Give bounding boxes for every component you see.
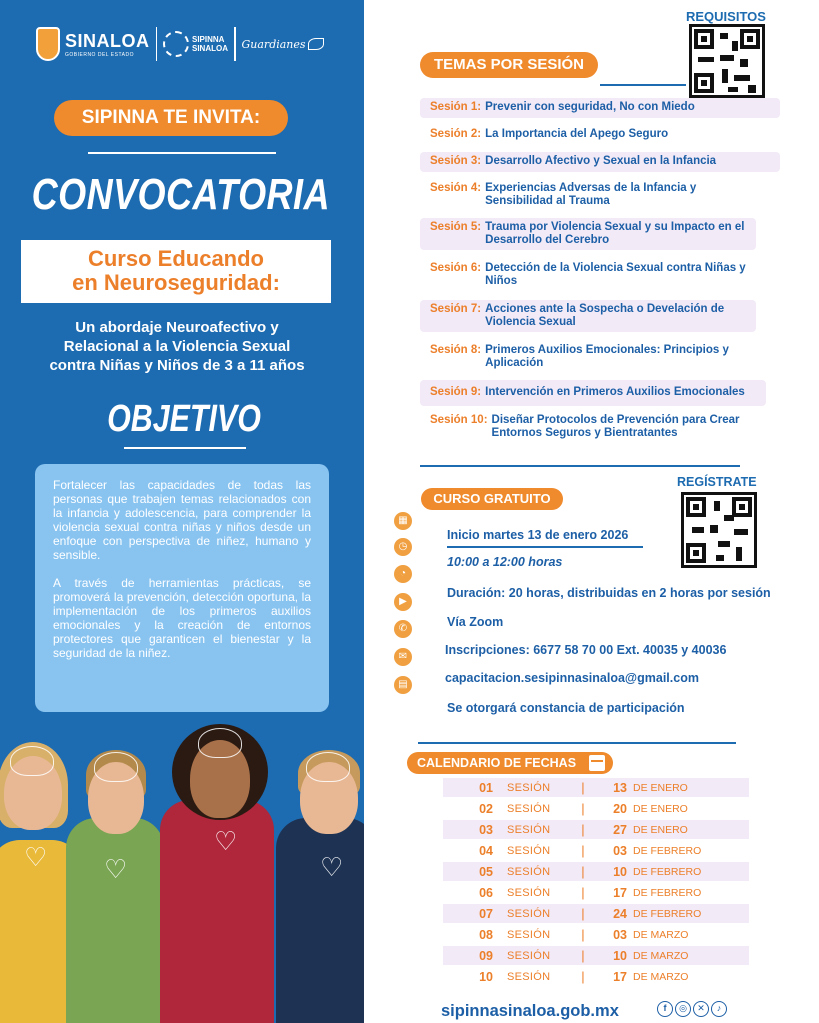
requisitos-qr-code[interactable] bbox=[689, 24, 765, 98]
session-item bbox=[420, 300, 756, 332]
qr-module bbox=[722, 69, 728, 83]
qr-module bbox=[734, 75, 750, 81]
course-subtitle-line: Relacional a la Violencia Sexual bbox=[63, 338, 291, 355]
session-title: Intervención en Primeros Auxilios Emocionales bbox=[485, 386, 745, 398]
session-month: DE MARZO bbox=[633, 970, 689, 983]
phone-icon: ✆ bbox=[394, 620, 412, 638]
child-figure bbox=[276, 818, 364, 1023]
x-icon[interactable]: ✕ bbox=[693, 1001, 709, 1017]
guardianes-logo-text: Guardianes bbox=[241, 37, 306, 51]
session-label: Sesión 6: bbox=[430, 262, 482, 274]
session-day: 03 bbox=[613, 927, 627, 942]
session-number: 03 bbox=[479, 822, 493, 837]
session-month: DE FEBRERO bbox=[633, 907, 702, 920]
qr-module bbox=[698, 57, 714, 62]
calendar-row bbox=[443, 946, 749, 965]
invite-badge: SIPINNA TE INVITA: bbox=[54, 100, 288, 136]
objective-paragraph: A través de herramientas prácticas, se promoverá la prevención, detección oportuna, la implementación de los primeros auxilios emocionales y la creación de entornos protectores que garanticen el bienestar y la seguridad de la niñez. bbox=[53, 576, 311, 660]
session-label: Sesión 1: bbox=[430, 101, 482, 113]
session-month: DE FEBRERO bbox=[633, 886, 702, 899]
qr-module bbox=[724, 515, 734, 521]
sun-icon bbox=[163, 31, 189, 57]
divider bbox=[420, 465, 740, 467]
brain-icon bbox=[10, 746, 54, 776]
session-day: 24 bbox=[613, 906, 627, 921]
session-number: 01 bbox=[479, 780, 493, 795]
course-title-box bbox=[21, 240, 331, 303]
calendar-row bbox=[443, 925, 749, 944]
child-figure bbox=[66, 818, 164, 1023]
facebook-icon[interactable]: f bbox=[657, 1001, 673, 1017]
qr-module bbox=[736, 547, 742, 561]
session-month: DE ENERO bbox=[633, 802, 688, 815]
registrate-label: REGÍSTRATE bbox=[677, 475, 757, 489]
session-word: SESIÓN bbox=[507, 802, 551, 815]
qr-module bbox=[740, 59, 748, 67]
session-month: DE FEBRERO bbox=[633, 865, 702, 878]
sipinna-logo bbox=[163, 31, 228, 57]
start-date-underline bbox=[447, 546, 643, 548]
separator: | bbox=[581, 906, 585, 921]
session-word: SESIÓN bbox=[507, 844, 551, 857]
clock-icon: ◷ bbox=[394, 538, 412, 556]
session-word: SESIÓN bbox=[507, 823, 551, 836]
session-title: Primeros Auxilios Emocionales: Principios y Aplicación bbox=[485, 344, 729, 369]
convocatoria-title: CONVOCATORIA bbox=[31, 170, 330, 219]
session-title: Experiencias Adversas de la Infancia y Sensibilidad al Trauma bbox=[485, 182, 697, 207]
session-title: Detección de la Violencia Sexual contra Niñas y Niños bbox=[485, 262, 746, 287]
registration-phone: Inscripciones: 6677 58 70 00 Ext. 40035 y 40036 bbox=[445, 643, 727, 657]
session-title: Acciones ante la Sospecha o Develación de Violencia Sexual bbox=[485, 303, 725, 328]
divider bbox=[88, 152, 276, 154]
session-day: 13 bbox=[613, 780, 627, 795]
course-subtitle-line: Un abordaje Neuroafectivo y bbox=[75, 319, 279, 336]
session-label: Sesión 5: bbox=[430, 221, 482, 233]
tiktok-icon[interactable]: ♪ bbox=[711, 1001, 727, 1017]
session-word: SESIÓN bbox=[507, 949, 551, 962]
sinaloa-logo-subtext: GOBIERNO DEL ESTADO bbox=[65, 51, 134, 58]
session-label: Sesión 7: bbox=[430, 303, 482, 315]
website-link[interactable]: sipinnasinaloa.gob.mx bbox=[441, 1002, 619, 1020]
session-title: La Importancia del Apego Seguro bbox=[485, 128, 669, 140]
session-month: DE ENERO bbox=[633, 781, 688, 794]
sinaloa-logo bbox=[36, 27, 150, 61]
session-number: 09 bbox=[479, 948, 493, 963]
logo-bar bbox=[36, 22, 336, 66]
session-item bbox=[420, 179, 720, 211]
objective-box bbox=[35, 464, 329, 712]
course-title-line-1: Curso Educando bbox=[87, 246, 264, 271]
session-label: Sesión 9: bbox=[430, 386, 482, 398]
session-day: 10 bbox=[613, 864, 627, 879]
left-panel bbox=[0, 0, 364, 1023]
session-word: SESIÓN bbox=[507, 928, 551, 941]
qr-finder bbox=[740, 29, 760, 49]
session-label: Sesión 8: bbox=[430, 344, 482, 356]
divider bbox=[600, 84, 686, 86]
qr-module bbox=[714, 501, 720, 511]
session-month: DE MARZO bbox=[633, 928, 689, 941]
divider bbox=[418, 742, 736, 744]
session-item bbox=[420, 98, 780, 118]
session-title: Prevenir con seguridad, No con Miedo bbox=[485, 101, 695, 113]
timer-icon: ◔ bbox=[394, 565, 412, 583]
calendar-row bbox=[443, 778, 749, 797]
calendar-heading bbox=[407, 752, 613, 774]
calendar-row bbox=[443, 841, 749, 860]
calendar-row bbox=[443, 862, 749, 881]
session-number: 08 bbox=[479, 927, 493, 942]
heart-icon: ♡ bbox=[320, 852, 344, 882]
sinaloa-logo-text: SINALOA bbox=[65, 30, 150, 51]
heart-icon: ♡ bbox=[24, 842, 48, 872]
guardianes-logo bbox=[242, 38, 324, 51]
course-subtitle bbox=[18, 318, 336, 375]
qr-finder bbox=[694, 73, 714, 93]
qr-module bbox=[718, 541, 730, 547]
course-duration: Duración: 20 horas, distribuidas en 2 horas por sesión bbox=[447, 586, 771, 600]
heart-icon: ♡ bbox=[104, 854, 128, 884]
brain-icon bbox=[198, 728, 242, 758]
course-subtitle-line: contra Niñas y Niños de 3 a 11 años bbox=[49, 357, 305, 374]
separator: | bbox=[581, 843, 585, 858]
session-number: 07 bbox=[479, 906, 493, 921]
session-label: Sesión 10: bbox=[430, 414, 488, 426]
session-day: 27 bbox=[613, 822, 627, 837]
calendar-row bbox=[443, 820, 749, 839]
session-word: SESIÓN bbox=[507, 781, 551, 794]
sipinna-logo-subtext: SINALOA bbox=[192, 44, 228, 53]
qr-module bbox=[692, 527, 704, 533]
contact-email[interactable]: capacitacion.sesipinnasinaloa@gmail.com bbox=[445, 671, 699, 685]
qr-module bbox=[732, 41, 738, 51]
session-label: Sesión 2: bbox=[430, 128, 482, 140]
separator: | bbox=[581, 822, 585, 837]
session-item bbox=[420, 125, 780, 145]
qr-module bbox=[716, 555, 724, 561]
session-item bbox=[420, 411, 750, 443]
calendar-icon: ▦ bbox=[394, 512, 412, 530]
free-course-badge: CURSO GRATUITO bbox=[421, 488, 563, 510]
session-day: 03 bbox=[613, 843, 627, 858]
calendar-row bbox=[443, 883, 749, 902]
shield-icon bbox=[36, 27, 60, 61]
qr-finder bbox=[694, 29, 714, 49]
schedule-time: 10:00 a 12:00 horas bbox=[447, 555, 563, 569]
separator: | bbox=[581, 927, 585, 942]
session-title: Diseñar Protocolos de Prevención para Crear Entornos Seguros y Bientratantes bbox=[491, 414, 740, 439]
session-number: 10 bbox=[479, 969, 493, 984]
temas-heading: TEMAS POR SESIÓN bbox=[420, 52, 598, 78]
session-word: SESIÓN bbox=[507, 970, 551, 983]
calendar-heading-text: CALENDARIO DE FECHAS bbox=[417, 756, 577, 770]
separator: | bbox=[581, 885, 585, 900]
session-word: SESIÓN bbox=[507, 886, 551, 899]
objective-paragraph: Fortalecer las capacidades de todas las personas que trabajen temas relacionados con la infancia y adolescencia, para comprender la violencia sexual contra niñas y niños desde un enfoque con perspectiva de niñez, humano y sensible. bbox=[53, 478, 311, 562]
calendar-row bbox=[443, 799, 749, 818]
session-number: 06 bbox=[479, 885, 493, 900]
brain-icon bbox=[94, 752, 138, 782]
session-item bbox=[420, 218, 756, 250]
session-day: 10 bbox=[613, 948, 627, 963]
qr-module bbox=[748, 85, 756, 93]
children-photo bbox=[0, 722, 364, 1023]
qr-module bbox=[720, 33, 728, 39]
separator: | bbox=[581, 969, 585, 984]
requisitos-label: REQUISITOS bbox=[686, 9, 766, 24]
course-platform: Vía Zoom bbox=[447, 615, 504, 629]
wing-icon bbox=[308, 38, 324, 50]
session-number: 02 bbox=[479, 801, 493, 816]
session-day: 17 bbox=[613, 969, 627, 984]
qr-module bbox=[728, 87, 738, 92]
qr-module bbox=[710, 525, 718, 533]
session-list bbox=[420, 98, 780, 443]
start-date: Inicio martes 13 de enero 2026 bbox=[447, 528, 629, 542]
divider bbox=[124, 447, 246, 449]
session-month: DE FEBRERO bbox=[633, 844, 702, 857]
session-item bbox=[420, 259, 770, 291]
calendar-row bbox=[443, 967, 749, 986]
brain-icon bbox=[306, 752, 350, 782]
session-number: 05 bbox=[479, 864, 493, 879]
separator: | bbox=[581, 780, 585, 795]
session-title: Trauma por Violencia Sexual y su Impacto en el Desarrollo del Cerebro bbox=[485, 221, 745, 246]
session-item bbox=[420, 152, 780, 172]
session-item bbox=[420, 341, 740, 373]
social-icons bbox=[657, 1001, 727, 1017]
calendar-row bbox=[443, 904, 749, 923]
registration-qr-code[interactable] bbox=[681, 492, 757, 568]
separator: | bbox=[581, 948, 585, 963]
logo-divider bbox=[234, 27, 236, 61]
video-icon: ▶ bbox=[394, 593, 412, 611]
qr-finder bbox=[732, 497, 752, 517]
logo-divider bbox=[156, 27, 158, 61]
qr-finder bbox=[686, 543, 706, 563]
qr-module bbox=[720, 55, 734, 61]
separator: | bbox=[581, 801, 585, 816]
objective-heading: OBJETIVO bbox=[107, 398, 261, 440]
session-month: DE MARZO bbox=[633, 949, 689, 962]
mail-icon: ✉ bbox=[394, 648, 412, 666]
session-item bbox=[420, 380, 766, 406]
heart-icon: ♡ bbox=[214, 826, 238, 856]
session-day: 17 bbox=[613, 885, 627, 900]
session-word: SESIÓN bbox=[507, 907, 551, 920]
instagram-icon[interactable]: ◎ bbox=[675, 1001, 691, 1017]
certificate-note: Se otorgará constancia de participación bbox=[447, 701, 685, 715]
session-number: 04 bbox=[479, 843, 493, 858]
session-title: Desarrollo Afectivo y Sexual en la Infancia bbox=[485, 155, 717, 167]
session-day: 20 bbox=[613, 801, 627, 816]
sipinna-logo-text: SIPINNA bbox=[192, 35, 225, 44]
session-label: Sesión 4: bbox=[430, 182, 482, 194]
session-label: Sesión 3: bbox=[430, 155, 482, 167]
qr-finder bbox=[686, 497, 706, 517]
qr-module bbox=[734, 529, 748, 535]
separator: | bbox=[581, 864, 585, 879]
certificate-icon: ▤ bbox=[394, 676, 412, 694]
calendar-icon bbox=[589, 755, 605, 771]
course-title-line-2: en Neuroseguridad: bbox=[72, 270, 280, 295]
session-word: SESIÓN bbox=[507, 865, 551, 878]
session-month: DE ENERO bbox=[633, 823, 688, 836]
